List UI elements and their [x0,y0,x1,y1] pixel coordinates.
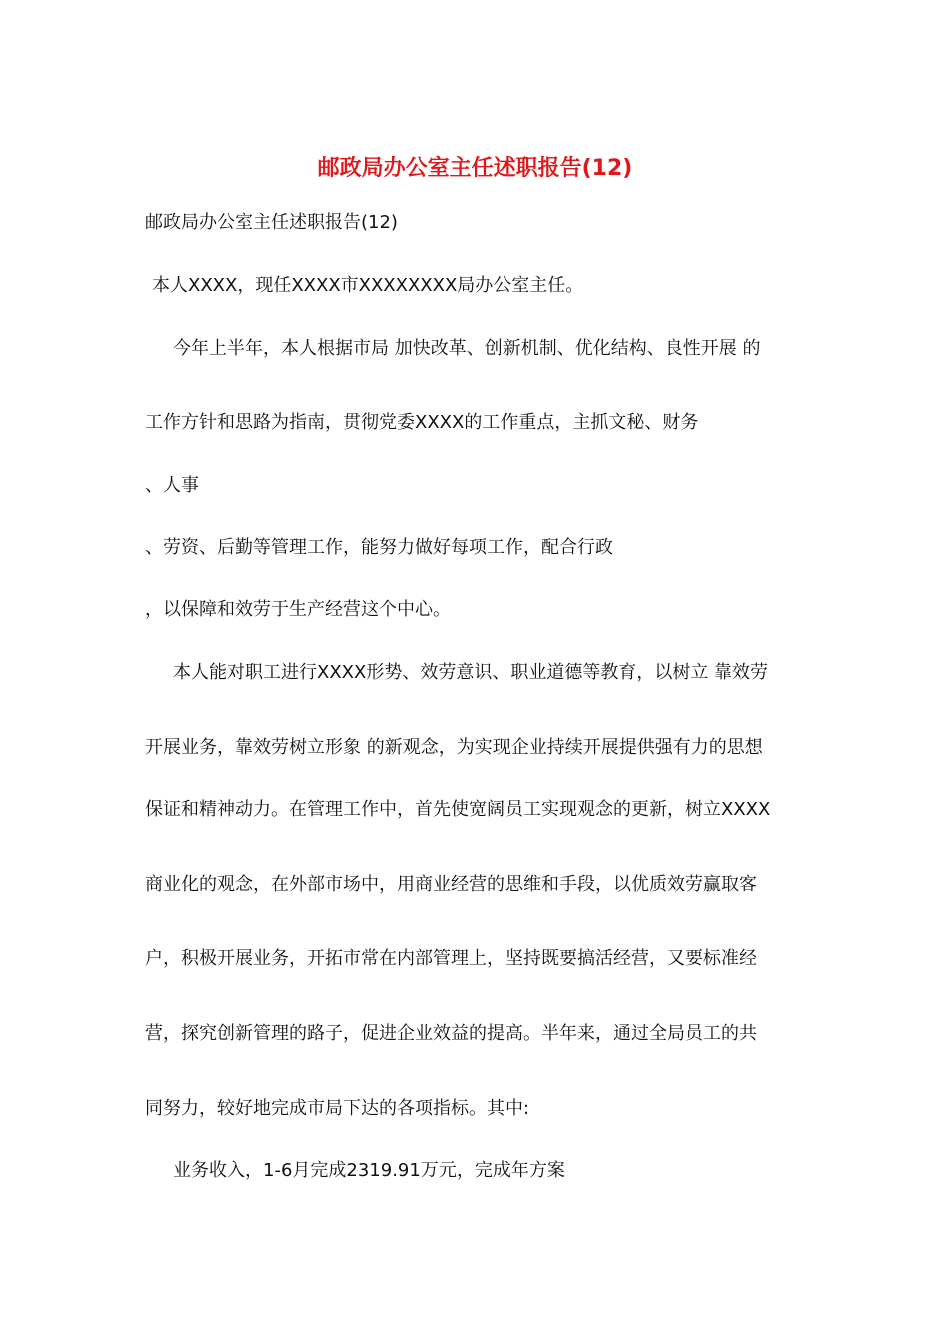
text-line: 同努力，较好地完成市局下达的各项指标。其中: [145,1098,530,1119]
text-line: 、人事 [145,475,199,496]
text-line: 营，探究创新管理的路子，促进企业效益的提高。半年来，通过全局员工的共 [145,1023,757,1044]
text-line: 本人能对职工进行XXXX形势、效劳意识、职业道德等教育，以树立 靠效劳 [173,662,769,683]
text-line: 今年上半年，本人根据市局 加快改革、创新机制、优化结构、良性开展 的 [173,338,761,359]
text-line: 本人XXXX，现任XXXX市XXXXXXXX局办公室主任。 [152,275,584,296]
text-line: 业务收入，1-6月完成2319.91万元，完成年方案 [173,1160,565,1181]
text-line: ，以保障和效劳于生产经营这个中心。 [145,599,451,620]
text-line: 、劳资、后勤等管理工作，能努力做好每项工作，配合行政 [145,537,613,558]
document-title: 邮政局办公室主任述职报告(12) [317,156,633,181]
text-line: 邮政局办公室主任述职报告(12) [145,212,398,233]
text-line: 工作方针和思路为指南，贯彻党委XXXX的工作重点，主抓文秘、财务 [145,412,699,433]
text-line: 户，积极开展业务，开拓市常在内部管理上，坚持既要搞活经营，又要标准经 [145,948,757,969]
text-line: 保证和精神动力。在管理工作中，首先使宽阔员工实现观念的更新，树立XXXX [145,799,771,820]
text-line: 商业化的观念，在外部市场中，用商业经营的思维和手段，以优质效劳赢取客 [145,874,757,895]
text-line: 开展业务，靠效劳树立形象 的新观念，为实现企业持续开展提供强有力的思想 [145,737,763,758]
